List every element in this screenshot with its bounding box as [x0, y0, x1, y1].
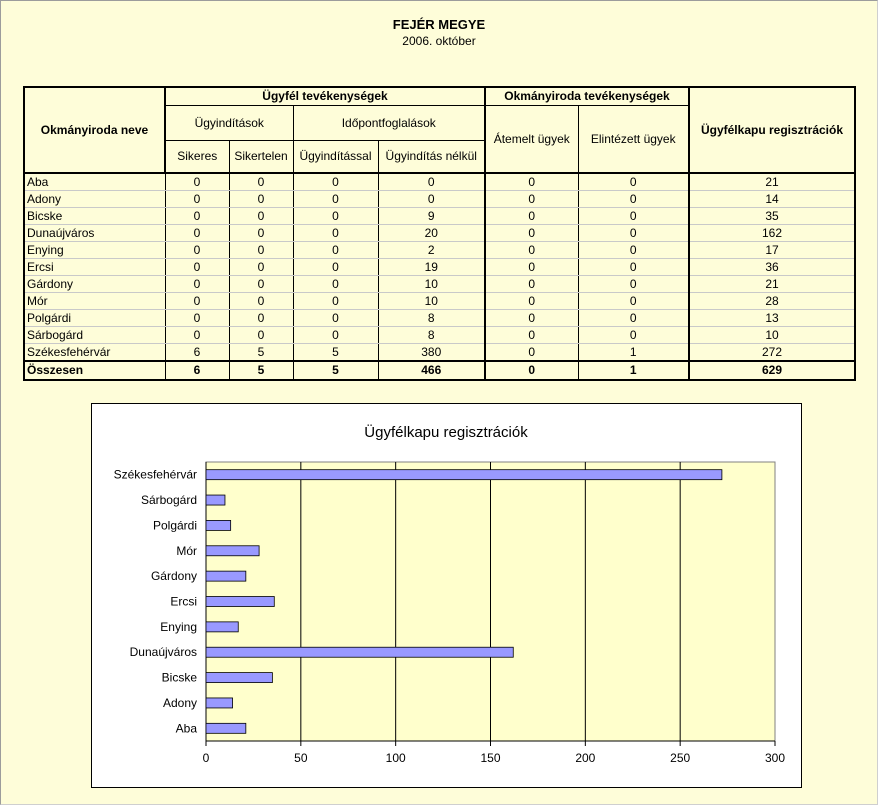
y-category-label: Mór [176, 543, 197, 558]
table-cell: 380 [378, 344, 485, 362]
table-cell: 0 [165, 191, 229, 208]
table-cell: 0 [578, 276, 689, 293]
bar [206, 520, 231, 530]
bar [206, 723, 246, 733]
total-cell: 5 [293, 361, 378, 380]
table-cell: 0 [165, 327, 229, 344]
x-tick-label: 300 [764, 751, 786, 765]
bar-chart [92, 404, 801, 787]
table-cell: 0 [229, 173, 293, 191]
office-name: Dunaújváros [24, 225, 165, 242]
table-cell: 0 [165, 208, 229, 225]
table-cell: 0 [293, 276, 378, 293]
table-cell: 0 [578, 242, 689, 259]
group-office-header: Okmányiroda tevékenységek [485, 87, 689, 105]
table-cell: 0 [485, 242, 578, 259]
table-cell: 2 [378, 242, 485, 259]
table-cell: 21 [689, 173, 855, 191]
y-category-label: Gárdony [150, 569, 197, 584]
x-tick-label: 200 [575, 751, 596, 765]
table-row [24, 259, 855, 276]
x-tick-label: 100 [385, 751, 406, 765]
table-cell: 8 [378, 310, 485, 327]
table-cell: 0 [165, 310, 229, 327]
table-cell: 0 [485, 173, 578, 191]
table-cell: 0 [293, 225, 378, 242]
x-tick-label: 150 [480, 751, 501, 765]
statistics-table [23, 86, 856, 381]
y-category-label: Polgárdi [152, 518, 197, 533]
col-successful-header: Sikeres [165, 140, 229, 173]
table-cell: 5 [293, 344, 378, 362]
table-cell: 0 [485, 310, 578, 327]
office-name: Ercsi [24, 259, 165, 276]
table-cell: 162 [689, 225, 855, 242]
table-cell: 0 [229, 242, 293, 259]
office-name: Székesfehérvár [24, 344, 165, 362]
table-cell: 0 [165, 242, 229, 259]
page-title: FEJÉR MEGYE [392, 17, 486, 32]
table-cell: 0 [229, 225, 293, 242]
table-cell: 17 [689, 242, 855, 259]
table-row [24, 191, 855, 208]
y-category-label: Ercsi [170, 594, 197, 609]
table-cell: 0 [229, 310, 293, 327]
table-cell: 14 [689, 191, 855, 208]
table-cell: 8 [378, 327, 485, 344]
y-category-label: Aba [175, 721, 197, 736]
bar [206, 546, 259, 556]
table-cell: 0 [378, 191, 485, 208]
table-cell: 0 [485, 259, 578, 276]
table-row [24, 276, 855, 293]
table-cell: 0 [293, 327, 378, 344]
table-cell: 0 [485, 327, 578, 344]
office-name: Bicske [24, 208, 165, 225]
table-cell: 0 [293, 293, 378, 310]
table-row [24, 242, 855, 259]
table-cell: 36 [689, 259, 855, 276]
office-name: Polgárdi [24, 310, 165, 327]
table-row [24, 173, 855, 191]
table-cell: 28 [689, 293, 855, 310]
x-tick-label: 250 [670, 751, 691, 765]
col-office-header: Okmányiroda neve [24, 87, 165, 173]
table-cell: 0 [229, 259, 293, 276]
table-row [24, 327, 855, 344]
table-cell: 0 [165, 173, 229, 191]
bar [206, 698, 233, 708]
table-cell: 9 [378, 208, 485, 225]
page-subtitle: 2006. október [402, 34, 476, 48]
office-name: Gárdony [24, 276, 165, 293]
table-cell: 6 [165, 344, 229, 362]
table-cell: 0 [229, 191, 293, 208]
table-row [24, 225, 855, 242]
bar [206, 495, 225, 505]
chart-area [91, 403, 802, 788]
table-cell: 0 [293, 310, 378, 327]
total-cell: 466 [378, 361, 485, 380]
table-cell: 0 [293, 191, 378, 208]
table-cell: 0 [229, 208, 293, 225]
col-with-initiation-header: Ügyindítással [293, 140, 378, 173]
y-category-label: Enying [160, 619, 197, 634]
y-category-label: Székesfehérvár [113, 467, 197, 482]
title-block [0, 16, 878, 49]
office-name: Aba [24, 173, 165, 191]
table-cell: 35 [689, 208, 855, 225]
y-category-label: Dunaújváros [129, 645, 197, 660]
total-label: Összesen [24, 361, 165, 380]
bar [206, 622, 238, 632]
table-cell: 0 [578, 208, 689, 225]
table-cell: 0 [578, 310, 689, 327]
table-cell: 0 [165, 259, 229, 276]
y-category-label: Bicske [161, 670, 197, 685]
table-cell: 0 [578, 225, 689, 242]
office-name: Mór [24, 293, 165, 310]
group-client-header: Ügyfél tevékenységek [165, 87, 485, 105]
table-cell: 0 [165, 276, 229, 293]
col-transferred-header: Átemelt ügyek [485, 105, 578, 173]
bar [206, 571, 246, 581]
table-cell: 0 [293, 242, 378, 259]
table-cell: 0 [578, 293, 689, 310]
office-name: Adony [24, 191, 165, 208]
table-row [24, 293, 855, 310]
table-cell: 0 [485, 191, 578, 208]
bar [206, 597, 274, 607]
table-cell: 272 [689, 344, 855, 362]
table-row [24, 310, 855, 327]
table-cell: 0 [578, 259, 689, 276]
table-cell: 0 [578, 191, 689, 208]
sub-appointments-header: Időpontfoglalások [293, 105, 485, 140]
table-row [24, 344, 855, 362]
total-cell: 6 [165, 361, 229, 380]
table-cell: 0 [578, 173, 689, 191]
table-cell: 1 [578, 344, 689, 362]
office-name: Sárbogárd [24, 327, 165, 344]
x-tick-label: 50 [294, 751, 308, 765]
col-without-initiation-header: Ügyindítás nélkül [378, 140, 485, 173]
table-cell: 0 [485, 276, 578, 293]
table-cell: 0 [485, 208, 578, 225]
total-cell: 5 [229, 361, 293, 380]
table-cell: 0 [293, 173, 378, 191]
table-cell: 19 [378, 259, 485, 276]
table-cell: 0 [485, 344, 578, 362]
sub-initiations-header: Ügyindítások [165, 105, 293, 140]
table-cell: 21 [689, 276, 855, 293]
total-cell: 629 [689, 361, 855, 380]
table-cell: 0 [578, 327, 689, 344]
bar [206, 647, 513, 657]
bar [206, 470, 722, 480]
table-cell: 0 [378, 173, 485, 191]
table-row [24, 208, 855, 225]
y-category-label: Adony [162, 695, 197, 710]
table-cell: 0 [485, 293, 578, 310]
total-cell: 0 [485, 361, 578, 380]
table-cell: 10 [689, 327, 855, 344]
table-cell: 0 [165, 293, 229, 310]
table-cell: 0 [293, 259, 378, 276]
col-completed-header: Elintézett ügyek [578, 105, 689, 173]
table-cell: 10 [378, 293, 485, 310]
col-unsuccessful-header: Sikertelen [229, 140, 293, 173]
table-cell: 0 [229, 276, 293, 293]
table-cell: 0 [165, 225, 229, 242]
office-name: Enying [24, 242, 165, 259]
bar [206, 673, 272, 683]
x-tick-label: 0 [202, 751, 210, 765]
chart-title: Ügyfélkapu regisztrációk [364, 424, 528, 441]
table-cell: 10 [378, 276, 485, 293]
table-cell: 5 [229, 344, 293, 362]
table-cell: 20 [378, 225, 485, 242]
table-cell: 0 [485, 225, 578, 242]
table-cell: 0 [293, 208, 378, 225]
table-cell: 13 [689, 310, 855, 327]
y-category-label: Sárbogárd [140, 493, 197, 508]
total-cell: 1 [578, 361, 689, 380]
table-cell: 0 [229, 327, 293, 344]
col-registrations-header: Ügyfélkapu regisztrációk [689, 87, 855, 173]
table-cell: 0 [229, 293, 293, 310]
